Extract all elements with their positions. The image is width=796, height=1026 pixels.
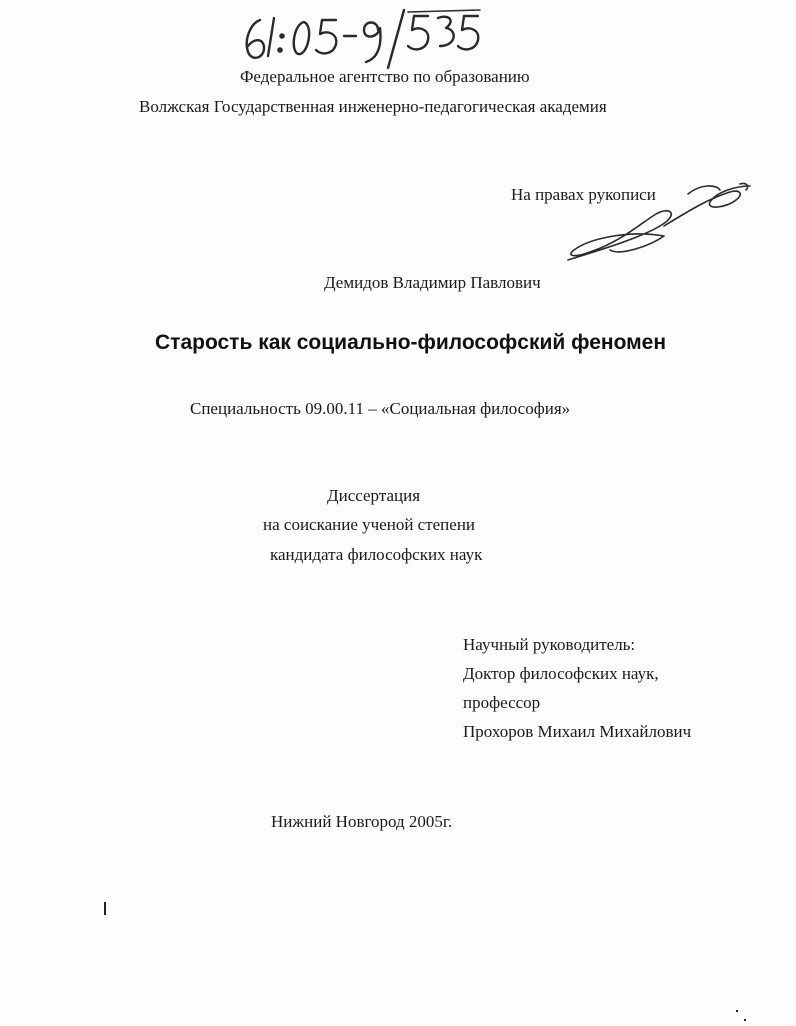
handwritten-archive-number: [232, 6, 482, 70]
rights-note: На правах рукописи: [511, 185, 656, 204]
degree-line-3: кандидата философских наук: [270, 545, 483, 564]
scan-speck: [736, 1010, 738, 1012]
author-name: Демидов Владимир Павлович: [324, 273, 541, 292]
degree-line-1: Диссертация: [327, 486, 421, 505]
supervisor-rank: профессор: [463, 693, 541, 712]
place-year: Нижний Новгород 2005г.: [271, 812, 453, 831]
supervisor-label: Научный руководитель:: [463, 635, 636, 654]
dissertation-title: Старость как социально-философский феномен: [155, 331, 667, 354]
supervisor-name: Прохоров Михаил Михайлович: [463, 722, 692, 741]
degree-line-2: на соискание ученой степени: [263, 515, 476, 534]
scan-mark: [104, 902, 106, 915]
specialty-line: Специальность 09.00.11 – «Социальная философия»: [190, 399, 571, 418]
scan-speck: [744, 1019, 746, 1021]
agency-name: Федеральное агентство по образованию: [240, 67, 530, 86]
supervisor-degree: Доктор философских наук,: [463, 664, 659, 683]
academy-name: Волжская Государственная инженерно-педагогическая академия: [139, 97, 607, 116]
handwritten-signature: [560, 180, 755, 270]
